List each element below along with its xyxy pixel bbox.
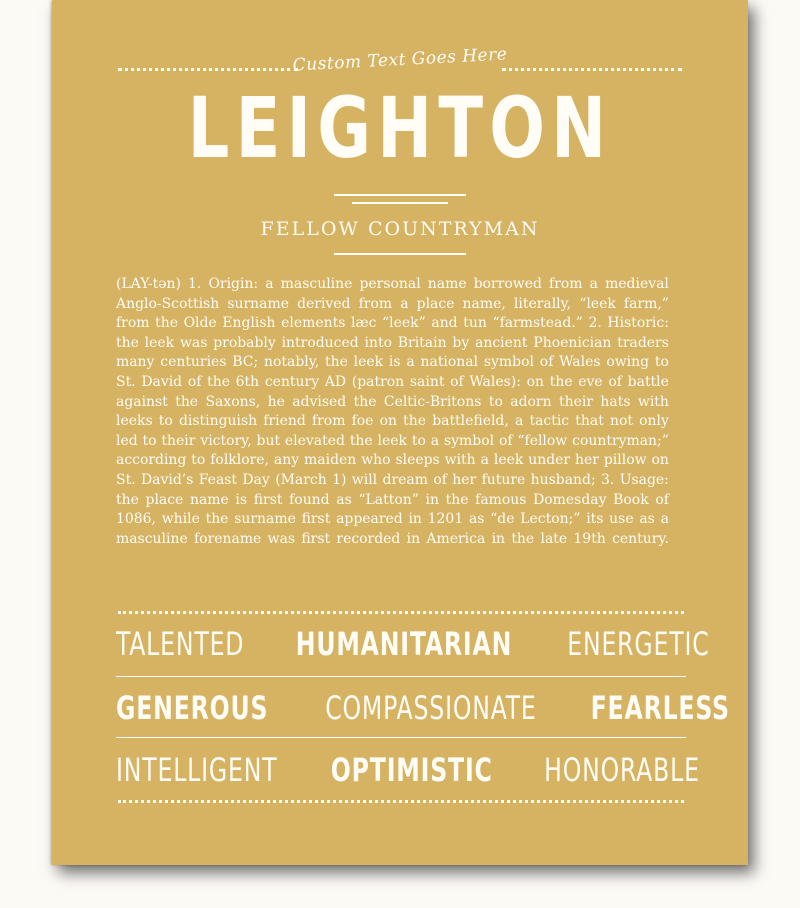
definition-line: the leek was probably introduced into Britain by ancient Phoenician traders bbox=[116, 334, 669, 351]
trait-row bbox=[116, 684, 730, 732]
trait-word: HUMANITARIAN bbox=[296, 625, 513, 663]
trait-word: ENERGETIC bbox=[567, 625, 710, 663]
definition-line: St. David’s Feast Day (March 1) will dream of her future husband; 3. Usage: bbox=[116, 471, 669, 488]
trait-row bbox=[116, 620, 710, 668]
definition-line: leeks to distinguish friend from foe on the battlefield, a tactic that not only bbox=[116, 413, 669, 430]
trait-word: COMPASSIONATE bbox=[325, 689, 537, 727]
definition-line: according to folklore, any maiden who sleeps with a leek under her pillow on bbox=[116, 452, 669, 469]
trait-row-divider bbox=[116, 676, 686, 677]
definition-line: (LAY-tən) 1. Origin: a masculine personal name borrowed from a medieval bbox=[116, 276, 669, 292]
dotted-divider-bottom bbox=[118, 800, 684, 803]
trait-row bbox=[116, 746, 701, 794]
trait-word: HONORABLE bbox=[544, 751, 701, 789]
tagline: Custom Text Goes Here bbox=[292, 44, 508, 76]
definition-line: the place name is first found as “Latton” in the famous Domesday Book of bbox=[116, 491, 669, 508]
definition-line: masculine forename was first recorded in America in the late 19th century. bbox=[116, 530, 669, 547]
definition-line: St. David of the 6th century AD (patron saint of Wales): on the eve of battle bbox=[116, 373, 669, 390]
trait-row-divider bbox=[116, 737, 686, 738]
poster-name: LEIGHTON bbox=[187, 79, 613, 177]
dotted-divider-top-right bbox=[502, 68, 682, 71]
definition-line: 1086, while the surname first appeared in 1201 as “de Lecton;” its use as a bbox=[116, 511, 669, 528]
rule-upper bbox=[334, 194, 466, 196]
trait-word: OPTIMISTIC bbox=[330, 751, 493, 789]
rule-lower bbox=[334, 253, 466, 255]
definition-line: against the Saxons, he advised the Celtic-Britons to adorn their hats with bbox=[116, 393, 669, 410]
name-definition bbox=[116, 275, 669, 549]
trait-word: TALENTED bbox=[116, 625, 245, 663]
rule-middle bbox=[352, 202, 448, 204]
trait-word: FEARLESS bbox=[590, 689, 730, 727]
definition-line: led to their victory, but elevated the leek to a symbol of “fellow countryman;” bbox=[116, 432, 669, 449]
definition-line: from the Olde English elements læc “leek” and tun “farmstead.” 2. Historic: bbox=[116, 315, 669, 332]
definition-line: Anglo-Scottish surname derived from a place name, literally, “leek farm,” bbox=[116, 295, 669, 312]
name-meaning: FELLOW COUNTRYMAN bbox=[260, 218, 540, 240]
definition-line: many centuries BC; notably, the leek is a national symbol of Wales owing to bbox=[116, 354, 669, 371]
name-poster bbox=[52, 0, 748, 865]
trait-word: INTELLIGENT bbox=[116, 751, 278, 789]
dotted-divider-middle bbox=[118, 611, 684, 614]
trait-word: GENEROUS bbox=[116, 689, 269, 727]
